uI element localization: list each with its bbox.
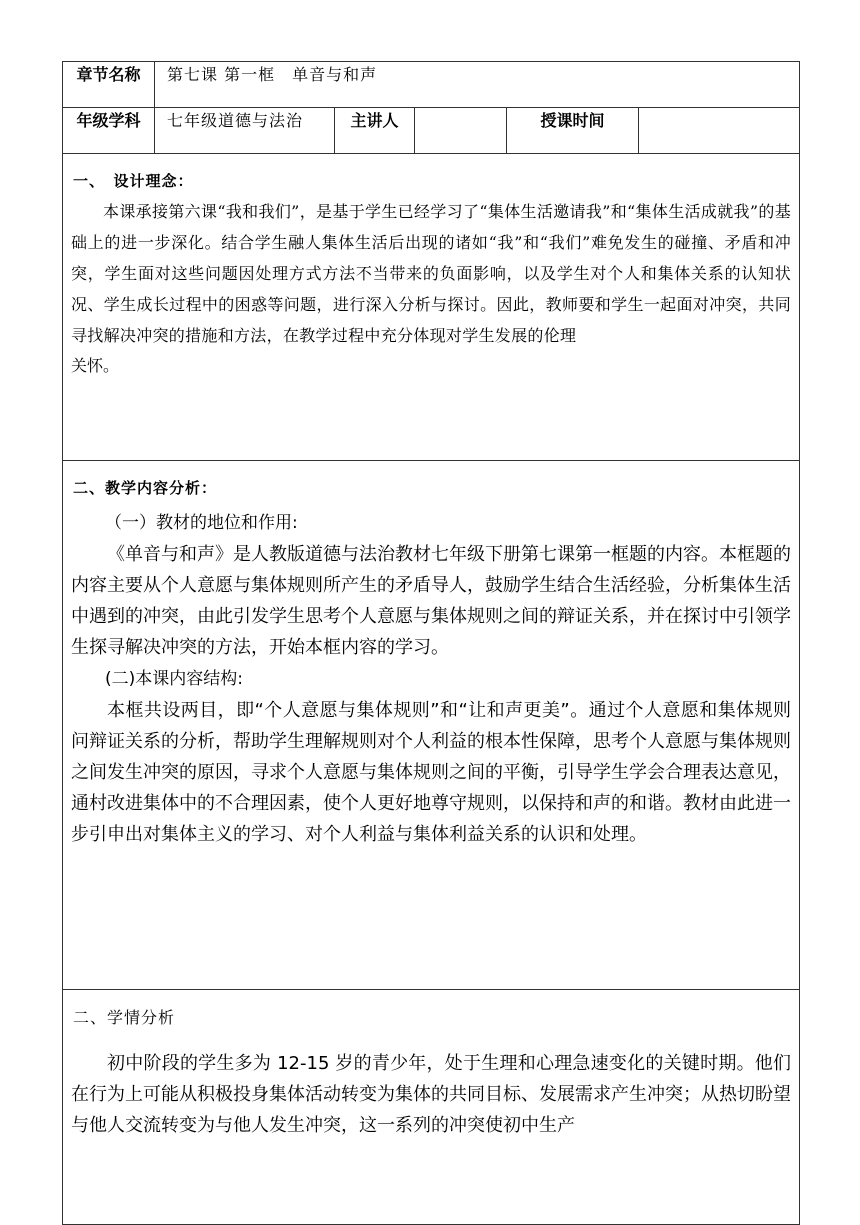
learner-analysis-row (63, 990, 800, 1225)
content-analysis-heading: 二、教学内容分析： (73, 479, 218, 497)
learner-analysis-paragraph: 初中阶段的学生多为 12-15 岁的青少年，处于生理和心理急速变化的关键时期。他们在行为上可能从积极投身集体活动转变为集体的共同目标、发展需求产生冲突；从热切盼望与他人交流转变为与他人发生冲突，这一系列的冲突使初中生产 (71, 1053, 792, 1136)
content-structure-paragraph: 本框共设两目，即“个人意愿与集体规则”和“让和声更美”。通过个人意愿和集体规则问辩证关系的分析，帮助学生理解规则对个人利益的根本性保障，思考个人意愿与集体规则之间发生冲突的原因，寻求个人意愿与集体规则之间的平衡，引导学生学会合理表达意见，通村改进集体中的不合理因素，使个人更好地尊守规则，以保持和声的和谐。教材由此进一步引申出对集体主义的学习、对个人利益与集体利益关系的认识和处理。 (71, 700, 792, 845)
grade-subject-value: 七年级道德与法治 (155, 108, 335, 154)
design-concept-paragraph: 本课承接第六课“我和我们”，是基于学生已经学习了“集体生活邀请我”和“集体生活成就我”的基础上的进一步深化。结合学生融人集体生活后出现的诸如“我”和“我们”难免发生的碰撞、矛盾和冲突，学生面对这些问题因处理方式方法不当带来的负面影响，以及学生对个人和集体关系的认知状况、学生成长过程中的困惑等问题，进行深入分析与探讨。因此，教师要和学生一起面对冲突，共同寻找解决冲突的措施和方法，在教学过程中充分体现对学生发展的伦理 (71, 202, 792, 345)
grade-subject-label: 年级学科 (63, 108, 155, 154)
content-structure-subheading: (二)本课内容结构: (105, 669, 243, 689)
design-concept-heading: 一、 设计理念： (73, 172, 194, 190)
textbook-role-paragraph: 《单音与和声》是人教版道德与法治教材七年级下册第七课第一框题的内容。本框题的内容主要从个人意愿与集体规则所产生的矛盾导人，鼓励学生结合生活经验，分析集体生活中遇到的冲突，由此引发学生思考个人意愿与集体规则之间的辩证关系，并在探讨中引领学生探寻解决冲突的方法，开始本框内容的学习。 (71, 544, 792, 658)
chapter-name-label: 章节名称 (63, 62, 155, 108)
chapter-row (63, 62, 800, 108)
learner-analysis-section (63, 990, 800, 1225)
lesson-plan-table (62, 61, 800, 1225)
class-time-value (639, 108, 800, 154)
content-analysis-row (63, 461, 800, 990)
design-concept-tail: 关怀。 (71, 356, 120, 375)
chapter-name-value: 第七课 第一框 单音与和声 (155, 62, 800, 108)
speaker-label: 主讲人 (335, 108, 415, 154)
speaker-value (415, 108, 507, 154)
design-concept-row (63, 154, 800, 461)
learner-analysis-heading: 二、学情分析 (73, 1008, 176, 1027)
grade-row (63, 108, 800, 154)
textbook-role-subheading: （一）教材的地位和作用: (105, 513, 298, 533)
class-time-label: 授课时间 (507, 108, 639, 154)
content-analysis-section (63, 461, 800, 990)
design-concept-section (63, 154, 800, 461)
